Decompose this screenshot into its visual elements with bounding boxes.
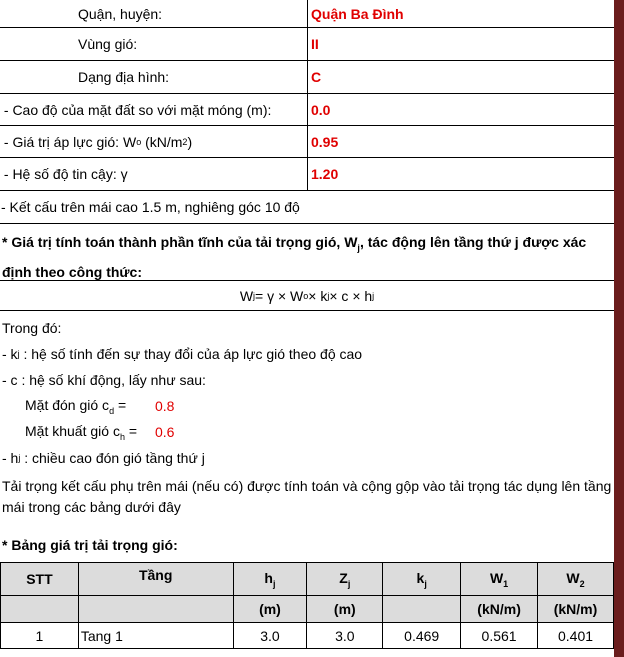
district-label: Quận, huyện:	[0, 0, 308, 27]
sheet-edge-bar	[614, 0, 624, 657]
cd-value[interactable]: 0.8	[155, 398, 175, 414]
cell-kj[interactable]: 0.469	[383, 623, 461, 649]
info-row-district	[0, 0, 614, 28]
info-row-wind-pressure	[0, 126, 614, 158]
hj-description: - h j : chiều cao đón gió tầng thứ j	[2, 450, 205, 466]
info-row-wind-zone	[0, 28, 614, 61]
col-header-stt: STT	[1, 563, 79, 596]
wind-pressure-value[interactable]: 0.95	[311, 133, 339, 150]
unit-cell	[78, 596, 233, 623]
info-row-terrain	[0, 61, 614, 94]
ground-elevation-label: - Cao độ của mặt đất so với mặt móng (m):	[0, 94, 308, 125]
unit-cell: (kN/m)	[461, 596, 538, 623]
info-row-reliability	[0, 158, 614, 191]
terrain-label: Dạng địa hình:	[0, 61, 308, 93]
c-description: - c : hệ số khí động, lấy như sau:	[2, 372, 206, 388]
col-header-hj: $h_j$	[233, 563, 307, 596]
cell-zj[interactable]: 3.0	[307, 623, 383, 649]
wind-load-table	[0, 562, 614, 649]
ch-label: Mặt khuất gió $c_h$ =	[25, 422, 138, 442]
unit-cell	[1, 596, 79, 623]
reliability-value[interactable]: 1.20	[311, 166, 339, 182]
wind-load-table-heading: * Bảng giá trị tải trọng gió:	[2, 537, 178, 553]
wind-pressure-label: - Giá trị áp lực gió: W o (kN/m 2 )	[0, 126, 308, 157]
table-row	[1, 623, 614, 649]
info-row-ground-elevation	[0, 94, 614, 126]
ground-elevation-value[interactable]: 0.0	[311, 101, 331, 118]
cell-w2[interactable]: 0.401	[538, 623, 614, 649]
table-header-row	[1, 563, 614, 596]
cell-w1[interactable]: 0.561	[461, 623, 538, 649]
col-header-kj: $k_j$	[383, 563, 461, 596]
cell-floor[interactable]: Tang 1	[78, 623, 233, 649]
district-value[interactable]: Quận Ba Đình	[311, 5, 404, 22]
auxiliary-load-note: Tải trọng kết cấu phụ trên mái (nếu có) được tính toán và cộng gộp vào tải trọng tác dụng lên tầng mái trong các bảng dưới đây	[2, 478, 612, 515]
ch-value[interactable]: 0.6	[155, 424, 175, 440]
terrain-value[interactable]: C	[311, 69, 322, 85]
kj-description: - k j : hệ số tính đến sự thay đổi của áp lực gió theo độ cao	[2, 346, 363, 362]
formula: W j = γ × W o × k j × c × h j	[0, 280, 614, 311]
where-label: Trong đó:	[2, 320, 62, 336]
calculation-heading: * Giá trị tính toán thành phần tĩnh của tải trọng gió, $W_j$, tác động lên tầng thứ j được xác định theo công thức:	[2, 234, 587, 280]
col-header-floor: Tầng	[78, 563, 233, 596]
unit-cell: (m)	[307, 596, 383, 623]
col-header-w2: $W_2$	[538, 563, 614, 596]
reliability-label: - Hệ số độ tin cậy: γ	[0, 158, 308, 190]
unit-cell: (m)	[233, 596, 307, 623]
col-header-zj: $Z_j$	[307, 563, 383, 596]
cd-row	[0, 393, 614, 419]
table-units-row	[1, 596, 614, 623]
wind-zone-value[interactable]: II	[311, 36, 319, 52]
cd-label: Mặt đón gió $c_d$ =	[25, 396, 127, 416]
unit-cell	[383, 596, 461, 623]
unit-cell: (kN/m)	[538, 596, 614, 623]
wind-zone-label: Vùng gió:	[0, 28, 308, 60]
ch-row	[0, 419, 614, 445]
cell-hj[interactable]: 3.0	[233, 623, 307, 649]
roof-note: - Kết cấu trên mái cao 1.5 m, nghiêng góc 10 độ	[0, 191, 614, 224]
cell-stt[interactable]: 1	[1, 623, 79, 649]
col-header-w1: $W_1$	[461, 563, 538, 596]
